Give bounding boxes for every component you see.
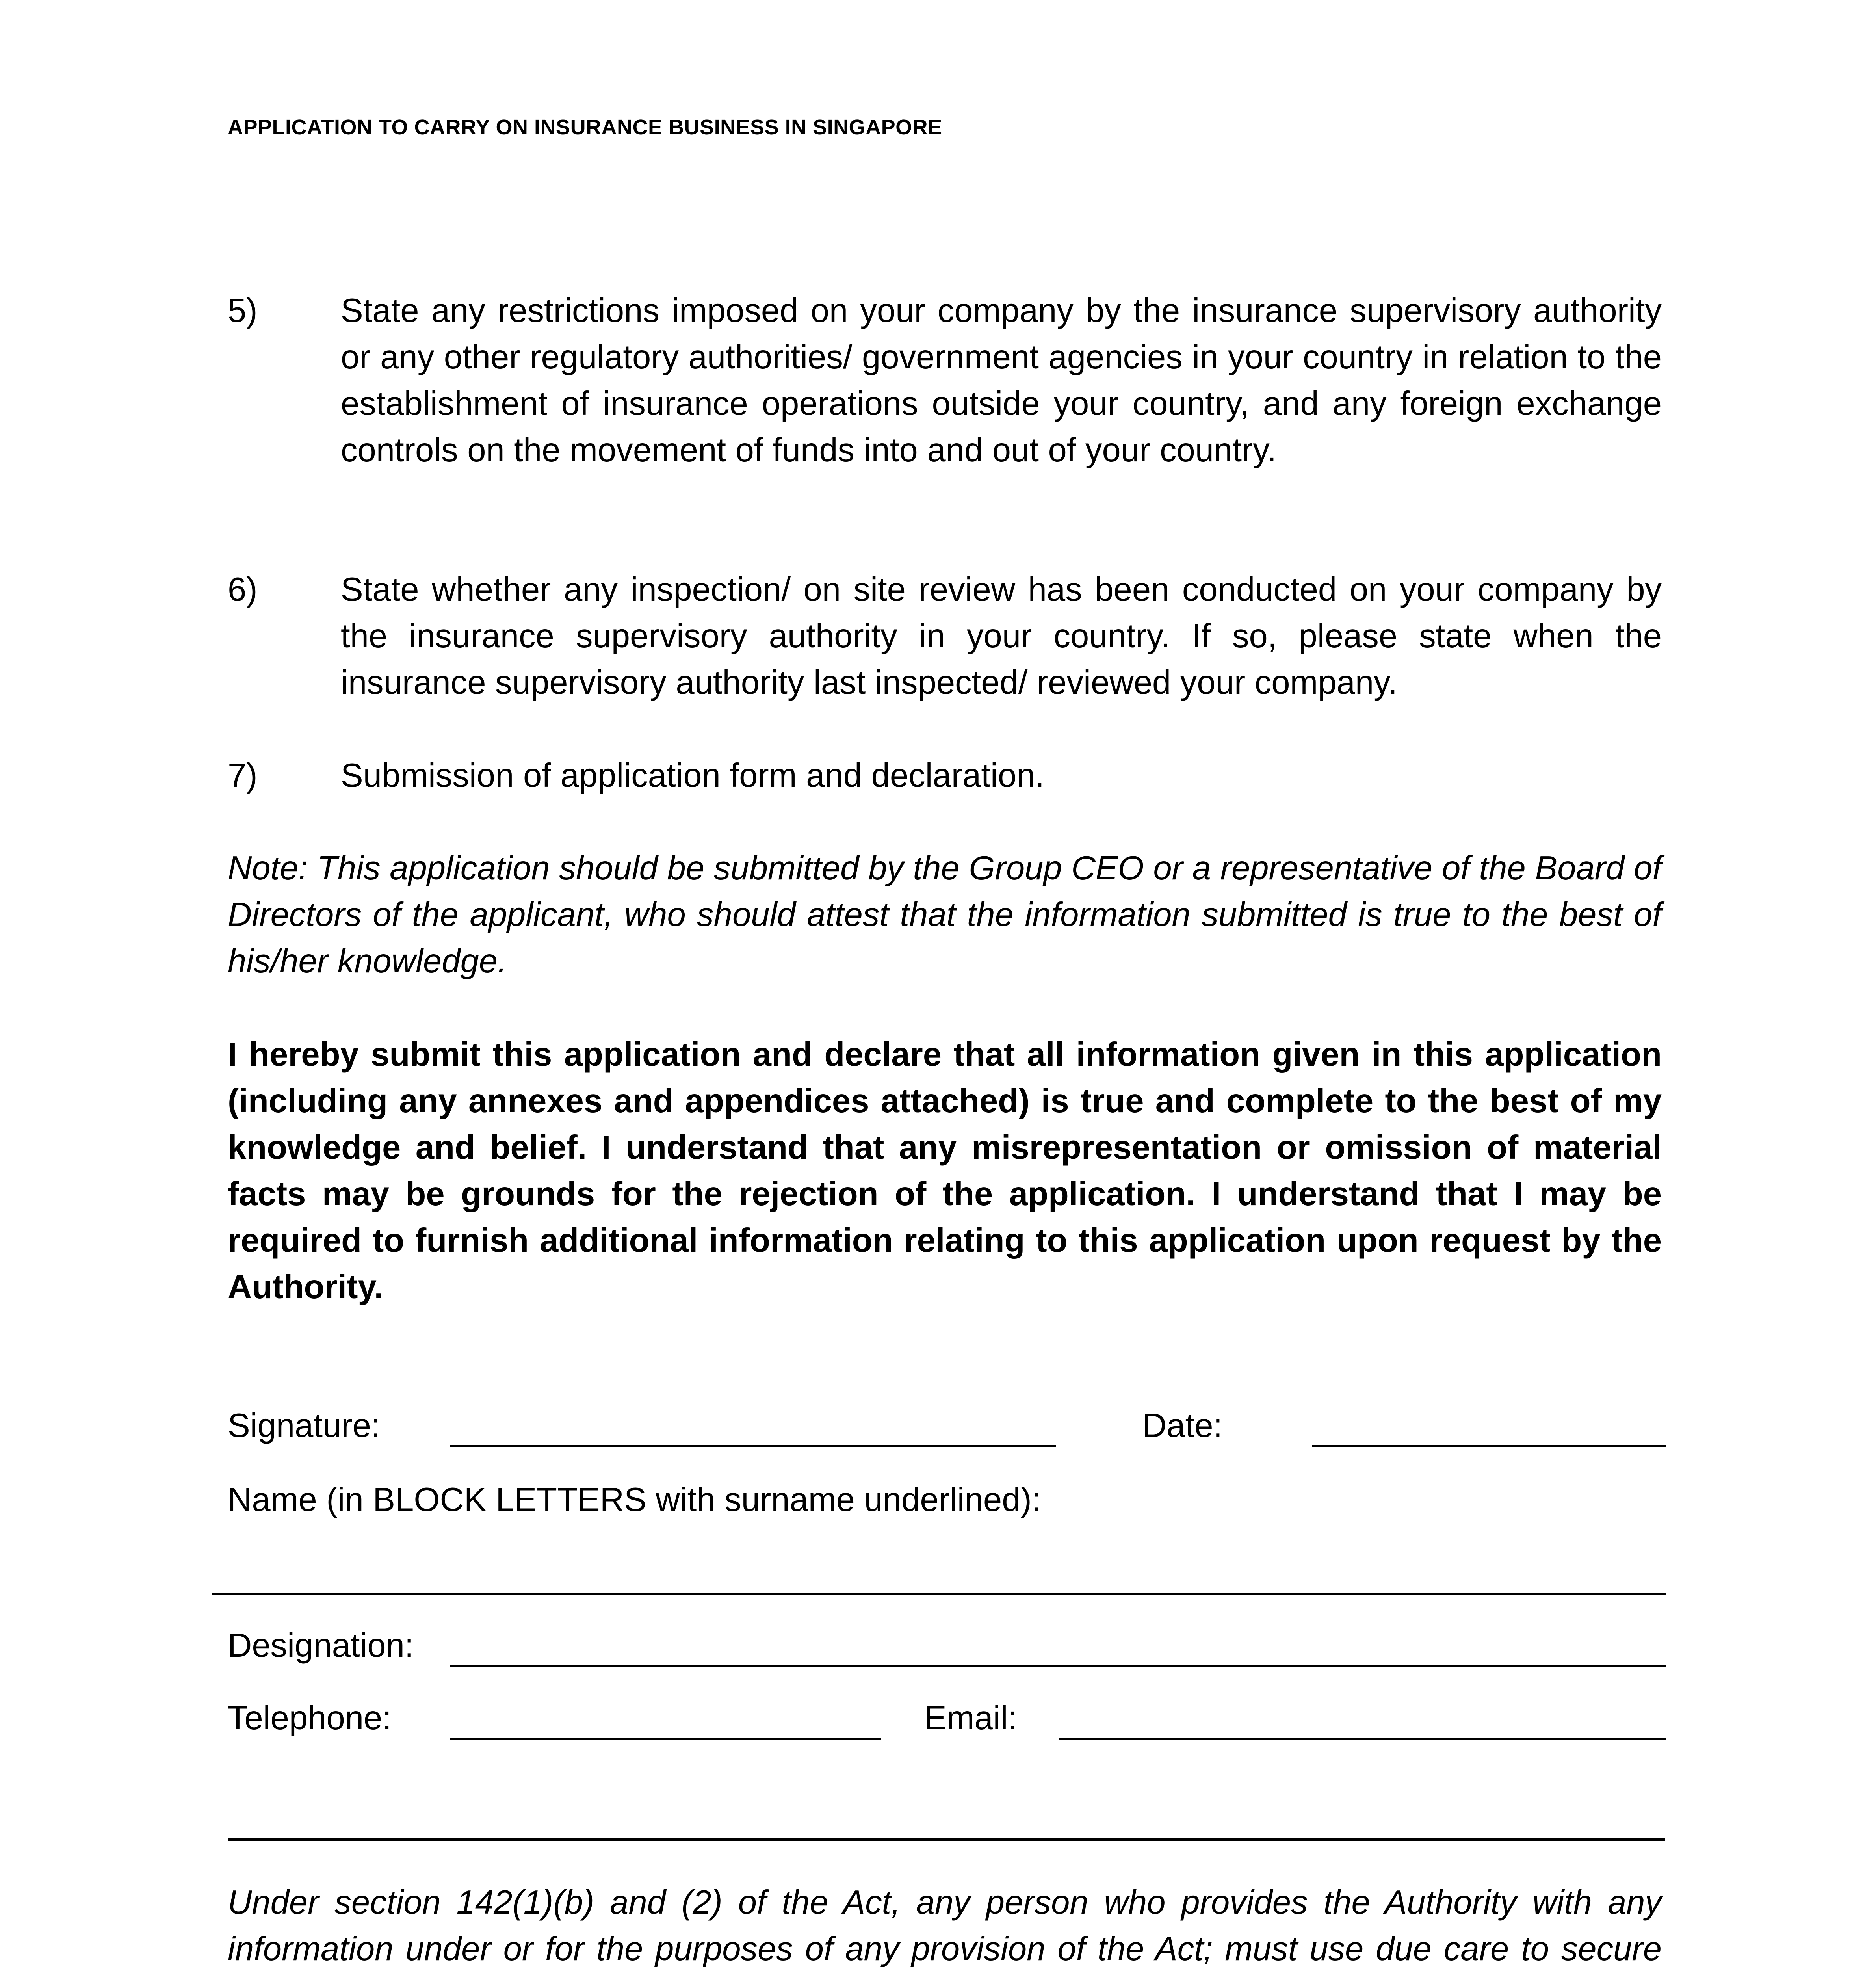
item-number: 7) <box>228 757 258 794</box>
document-header: APPLICATION TO CARRY ON INSURANCE BUSINESS IN SINGAPORE <box>228 115 942 139</box>
telephone-label: Telephone: <box>228 1699 392 1737</box>
designation-label: Designation: <box>228 1627 414 1664</box>
signature-label: Signature: <box>228 1407 381 1444</box>
date-label: Date: <box>1142 1407 1223 1444</box>
email-label: Email: <box>924 1699 1018 1737</box>
item-number: 6) <box>228 571 258 608</box>
signature-field[interactable] <box>450 1445 1056 1447</box>
declaration-paragraph: I hereby submit this application and declare that all information given in this application (including any annexes and appendices attached) is true and complete to the best of my knowledge and belief. I understand that any misrepresentation or omission of material facts may be grounds for the rejection of the application. I understand that I may be required to furnish additional information relating to this application upon request by the Authority. <box>228 1036 1662 1306</box>
email-field[interactable] <box>1059 1738 1666 1740</box>
legal-notice: Under section 142(1)(b) and (2) of the Act, any person who provides the Authority with any information under or for the purposes of any provision of the Act; must use due care to secure <box>228 1884 1662 1968</box>
note-paragraph: Note: This application should be submitted by the Group CEO or a representative of the Board of Directors of the applicant, who should attest that the information submitted is true to the best of his/her knowledge. <box>228 849 1662 980</box>
telephone-field[interactable] <box>450 1738 881 1740</box>
item-text: State any restrictions imposed on your company by the insurance supervisory authority or any other regulatory authorities/ government agencies in your country in relation to the establishment of insurance operations outside your country, and any foreign exchange controls on the movement of funds into and out of your country. <box>341 292 1662 469</box>
designation-field[interactable] <box>450 1665 1666 1667</box>
item-text: State whether any inspection/ on site review has been conducted on your company by the insurance supervisory authority in your country. If so, please state when the insurance supervisory authority last inspected/ reviewed your company. <box>341 571 1662 701</box>
item-number: 5) <box>228 292 258 329</box>
list-item-6 <box>228 567 1662 706</box>
section-divider <box>228 1838 1665 1841</box>
name-label: Name (in BLOCK LETTERS with surname underlined): <box>228 1481 1041 1518</box>
list-item-5 <box>228 288 1662 474</box>
item-text: Submission of application form and declaration. <box>341 757 1044 794</box>
date-field[interactable] <box>1312 1445 1666 1447</box>
list-item-7 <box>228 753 1662 799</box>
name-field[interactable] <box>212 1593 1666 1595</box>
